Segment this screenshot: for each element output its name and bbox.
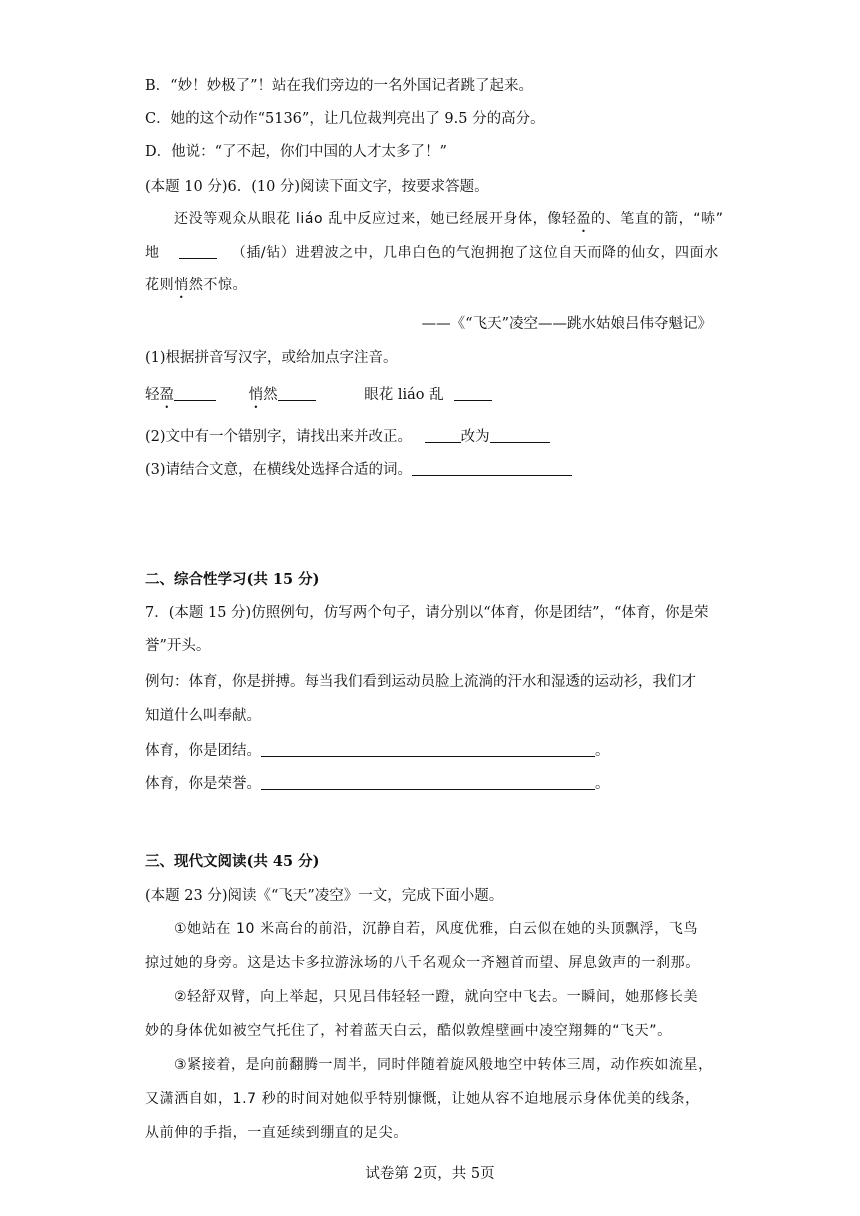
example-line1: 例句：体育，你是拼搏。每当我们看到运动员脸上流淌的汗水和湿透的运动衫，我们才 <box>145 674 696 690</box>
dotted-char: 盈 <box>576 211 592 227</box>
q6-passage-line1 <box>174 208 724 228</box>
paragraph-2: ②轻舒双臂，向上举起，只见吕伟轻轻一蹬，就向空中飞去。一瞬间，她那修长美 <box>174 989 699 1005</box>
q7-line2: 誉”开头。 <box>145 638 211 654</box>
paragraph-2-cont: 妙的身体优如被空气托住了，衬着蓝天白云，酷似敦煌壁画中凌空翔舞的“飞天”。 <box>145 1023 672 1039</box>
answer-blank[interactable] <box>261 775 595 790</box>
word-qiaoran: 悄然 <box>248 387 278 403</box>
passage-text: 还没等观众从眼花 liáo 乱中反应过来，她已经展开身体，像轻 <box>174 211 577 227</box>
section3-heading: 三、现代文阅读(共 45 分) <box>145 853 320 870</box>
answer-blank[interactable] <box>425 428 461 443</box>
answer-blank[interactable] <box>490 428 550 443</box>
section3-prompt: (本题 23 分)阅读《“飞天”凌空》一文，完成下面小题。 <box>145 888 504 904</box>
paragraph-1-cont: 掠过她的身旁。这是达卡多拉游泳场的八千名观众一齐翘首而望、屏息敛声的一刹那。 <box>145 955 700 971</box>
word-qingying: 轻盈 <box>145 387 174 403</box>
passage-text: 地 <box>145 245 160 261</box>
dotted-char: 悄 <box>174 277 189 293</box>
q6-sub3: (3)请结合文意，在横线处选择合适的词。 <box>145 458 572 479</box>
q6-passage-line3 <box>145 274 247 294</box>
fill-blank[interactable] <box>179 244 217 259</box>
passage-text: 然不惊。 <box>188 277 248 293</box>
answer-blank[interactable] <box>174 386 216 401</box>
example-line2: 知道什么叫奉献。 <box>145 708 261 724</box>
answer-blank[interactable] <box>454 386 492 401</box>
answer-blank[interactable] <box>261 742 595 757</box>
change-to-label: 改为 <box>460 429 490 445</box>
passage-source: ——《“飞天”凌空——跳水姑娘吕伟夺魁记》 <box>421 316 712 332</box>
passage-text: （插/钻）进碧波之中，几串白色的气泡拥抱了这位自天而降的仙女，四面水 <box>231 245 719 261</box>
answer-line-unity: 体育，你是团结。 。 <box>145 743 610 759</box>
passage-text: 的、笔直的箭，“哧” <box>591 211 724 227</box>
section2-heading: 二、综合性学习(共 15 分) <box>145 571 320 588</box>
answer-line-honor: 体育，你是荣誉。 。 <box>145 776 610 792</box>
passage-text: 花则 <box>145 277 175 293</box>
paragraph-3: ③紧接着，是向前翻腾一周半，同时伴随着旋风般地空中转体三周，动作疾如流星， <box>174 1057 713 1073</box>
word-liao: 眼花 liáo 乱 <box>364 387 444 403</box>
page-footer: 试卷第 2页，共 5页 <box>365 1166 495 1182</box>
q6-passage-line2 <box>145 242 719 262</box>
option-c: C．她的这个动作“5136”，让几位裁判亮出了 9.5 分的高分。 <box>145 111 545 127</box>
q6-sub1: (1)根据拼音写汉字，或给加点字注音。 <box>145 350 398 366</box>
paragraph-3-cont2: 从前伸的手指，一直延续到绷直的足尖。 <box>145 1125 408 1141</box>
q6-sub2: (2)文中有一个错别字，请找出来并改正。 改为 <box>145 425 550 446</box>
paragraph-3-cont: 又潇洒自如，1.7 秒的时间对她似乎特别慷慨，让她从容不迫地展示身体优美的线条， <box>145 1091 700 1107</box>
option-d: D．他说：“了不起，你们中国的人才太多了！” <box>145 144 447 160</box>
option-b: B．“妙！妙极了”！站在我们旁边的一名外国记者跳了起来。 <box>145 78 533 94</box>
paragraph-1: ①她站在 10 米高台的前沿，沉静自若，风度优雅，白云似在她的头顶飘浮，飞鸟 <box>174 921 699 937</box>
q6-prompt: (本题 10 分)6．(10 分)阅读下面文字，按要求答题。 <box>145 179 489 195</box>
answer-blank[interactable] <box>278 386 316 401</box>
q6-words-row <box>145 383 492 404</box>
answer-blank[interactable] <box>412 461 572 476</box>
q7-line1: 7．(本题 15 分)仿照例句，仿写两个句子，请分别以“体育，你是团结”，“体育，你是荣 <box>145 605 709 621</box>
